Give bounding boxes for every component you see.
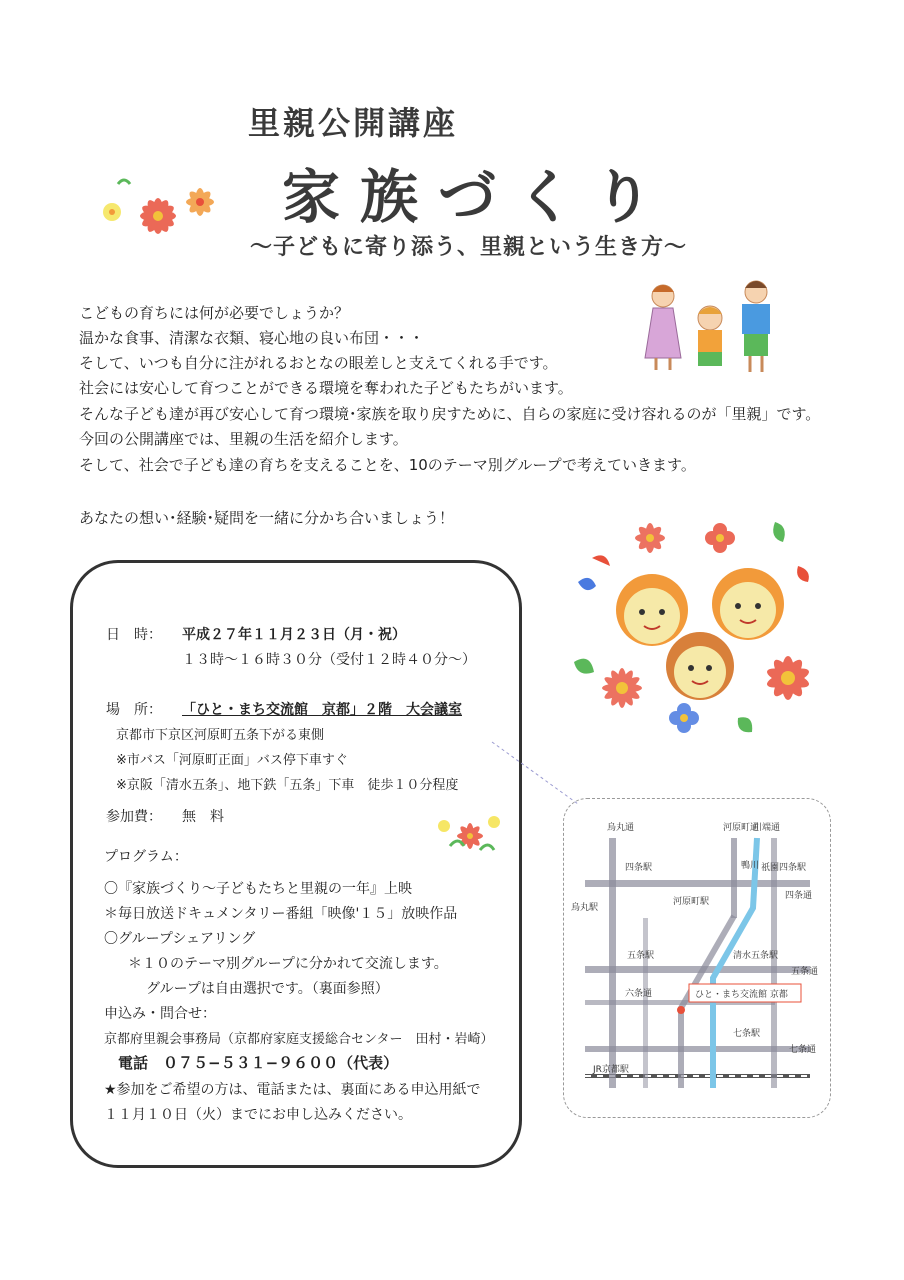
map-label-kamogawa: 鴨川 — [741, 861, 760, 871]
program-label: プログラム： — [104, 849, 188, 865]
family-illustration — [638, 278, 788, 378]
place-value: 「ひと・まち交流館 京都」２階 大会議室 — [182, 702, 462, 718]
map-label-karasuma-station: 烏丸駅 — [571, 903, 599, 913]
map-label-gojo-station: 五条駅 — [627, 951, 655, 961]
map-label-gojo-dori: 五条通 — [791, 967, 819, 977]
date-label: 日 時： — [106, 627, 162, 643]
map-label-shichijo-station: 七条駅 — [733, 1029, 761, 1039]
map-label-gion-shijo: 祇園四条駅 — [761, 863, 807, 873]
series-title: 里親公開講座 — [248, 104, 459, 142]
intro-line: そして、社会で子ども達の育ちを支えることを、10のテーマ別グループで考えていきます。 — [79, 456, 696, 474]
main-title: 家族づくり — [282, 163, 673, 231]
map-label-shijo-dori: 四条通 — [785, 891, 813, 901]
map-label-kawaramachi-station: 河原町駅 — [673, 897, 710, 907]
application-deadline: １１月１０日（火）までにお申し込みください。 — [104, 1107, 412, 1123]
intro-line: 温かな食事、清潔な衣類、寝心地の良い布団・・・ — [79, 329, 425, 347]
program-item-2: 〇グループシェアリング — [104, 931, 256, 947]
intro-line: こどもの育ちには何が必要でしょうか？ — [79, 304, 350, 322]
date-value: 平成２７年１１月２３日（月・祝） — [182, 627, 406, 643]
map-label-venue: ひと・まち交流館 京都 — [695, 990, 788, 1000]
map-label-shichijo-dori: 七条通 — [789, 1045, 817, 1055]
contact-phone: 電話 ０７５−５３１−９６００（代表） — [118, 1054, 399, 1072]
address: 京都市下京区河原町五条下がる東側 — [116, 728, 325, 743]
time-value: １３時〜１６時３０分（受付１２時４０分〜） — [182, 652, 476, 668]
place-label: 場 所： — [106, 702, 162, 718]
intro-line: そして、いつも自分に注がれるおとなの眼差しと支えてくれる手です。 — [79, 354, 558, 372]
map-label-rokujo-dori: 六条通 — [625, 989, 653, 999]
access-bus: ※市バス「河原町正面」バス停下車すぐ — [116, 753, 348, 768]
program-item-1: 〇『家族づくり〜子どもたちと里親の一年』上映 — [104, 881, 412, 897]
intro-line: 今回の公開講座では、里親の生活を紹介します。 — [79, 430, 408, 448]
map-label-kiyomizu-gojo: 清水五条駅 — [733, 951, 779, 961]
application-note: ★参加をご希望の方は、電話または、裏面にある申込用紙で — [104, 1082, 481, 1098]
contact-label: 申込み・問合せ： — [104, 1006, 216, 1022]
access-map-drawing — [563, 798, 831, 1118]
access-train: ※京阪「清水五条」、地下鉄「五条」下車 徒歩１０分程度 — [116, 778, 459, 793]
map-label-kawabata: 川端通 — [753, 823, 781, 833]
bouquet-illustration — [430, 806, 508, 864]
contact-org: 京都府里親会事務局（京都府家庭支援総合センター 田村・岩崎） — [104, 1032, 494, 1047]
flowers-illustration-top — [88, 172, 228, 252]
children-flowers-illustration — [570, 512, 838, 742]
program-item-1-note: ＊毎日放送ドキュメンタリー番組「映像'１５」放映作品 — [104, 906, 458, 922]
map-label-jr-kyoto: JR京都駅 — [593, 1065, 629, 1075]
tagline: 〜子どもに寄り添う、里親という生き方〜 — [250, 235, 688, 260]
intro-line: 社会には安心して育つことができる環境を奪われた子どもたちがいます。 — [79, 379, 573, 397]
program-item-2-note: グループは自由選択です。（裏面参照） — [146, 981, 389, 997]
fee-label: 参加費： — [106, 809, 162, 825]
program-item-2-note: ＊１０のテーマ別グループに分かれて交流します。 — [128, 956, 448, 972]
map-label-shijo-station: 四条駅 — [625, 863, 653, 873]
intro-closing: あなたの想い･経験･疑問を一緒に分かち合いましょう！ — [79, 509, 455, 527]
map-label-kawaramachi: 河原町通 — [723, 823, 760, 833]
intro-line: そんな子ども達が再び安心して育つ環境･家族を取り戻すために、自らの家庭に受け容れるのが「里親」です。 — [79, 405, 821, 423]
fee-value: 無 料 — [182, 809, 224, 825]
map-label-karasuma: 烏丸通 — [607, 823, 635, 833]
